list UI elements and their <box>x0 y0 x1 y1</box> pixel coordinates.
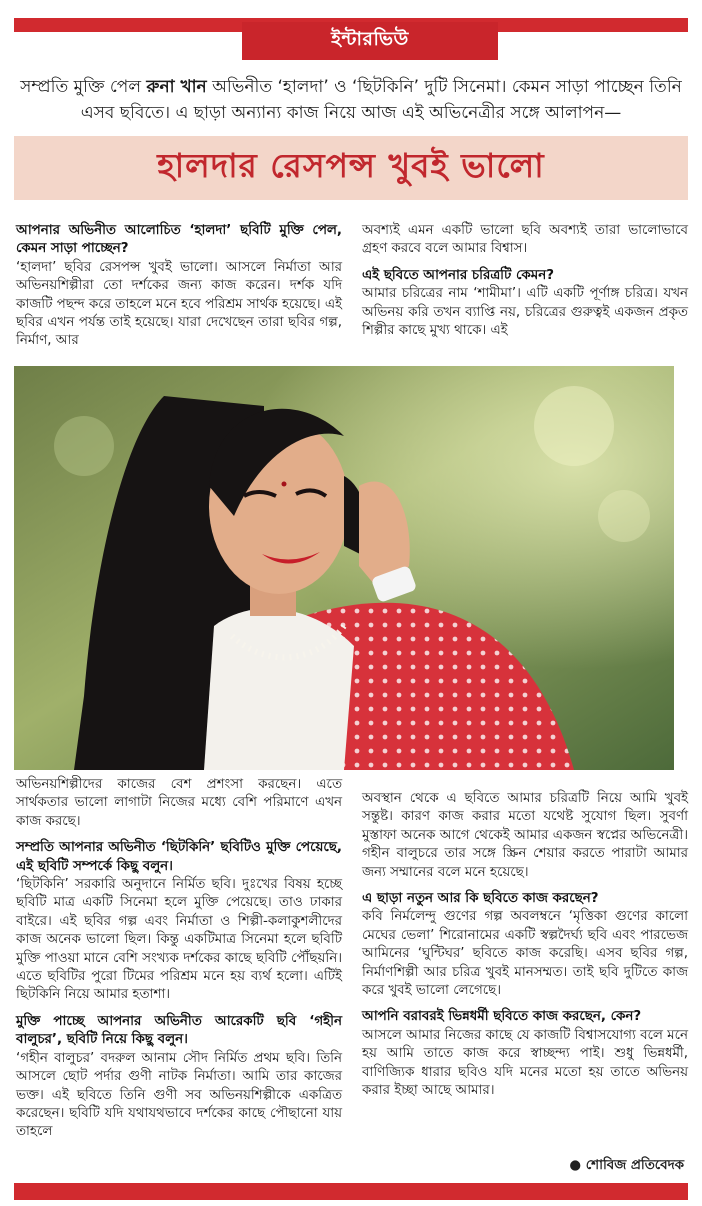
column-1-top <box>16 222 342 351</box>
question-3: সম্প্রতি আপনার অভিনীত ‘ছিটকিনি’ ছবিটিও মুক্তি পেয়েছে, এই ছবিটি সম্পর্কে কিছু বলুন। <box>16 840 342 874</box>
answer-6: আসলে আমার নিজের কাছে যে কাজটি বিশ্বাসযোগ্য বলে মনে হয় আমি তাতে কাজ করে স্বাচ্ছন্দ্য পাই। শুধু ভিন্নধর্মী, বাণিজ্যিক ধারার ছবিও যদি মনের মতো হয় তাতে অভিনয় করার ইচ্ছা আছে আমার। <box>362 1027 688 1099</box>
answer-4: ‘গহীন বালুচর’ বদরুল আনাম সৌদ নির্মিত প্রথম ছবি। তিনি আসলে ছোট পর্দার গুণী নাটক নির্মাতা। আমি তার কাজের ভক্ত। এই ছবিতে তিনি গুণী সব অভিনয়শিল্পীকে একত্রিত করেছেন। ছবিটি যদি যথাযথভাবে দর্শকের কাছে পৌছানো যায় তাহলে <box>16 1050 342 1140</box>
headline: হালদার রেসপন্স খুবই ভালো <box>157 146 545 185</box>
answer-3: ‘ছিটকিনি’ সরকারি অনুদানে নির্মিত ছবি। দুঃখের বিষয় হচ্ছে ছবিটি মাত্র একটি সিনেমা হলে মুক্তি পেয়েছে। তাও ঢাকার বাইরে। এই ছবির গল্প এবং নির্মাতা ও শিল্পী-কলাকুশলীদের কাজ অনেক ভালো ছিল। কিন্তু একটিমাত্র সিনেমা হলে ছবিটি মুক্তি পাওয়া মানে বেশি সংখ্যক দর্শকের কাছে ছবিটি পৌঁছয়নি। এতে ছবিটির পুরো টিমের পরিশ্রম মনে হয় ব্যর্থ হলো। এটিই ছিটকিনি নিয়ে আমার হতাশা। <box>16 877 342 1003</box>
answer-1: ‘হালদা’ ছবির রেসপন্স খুবই ভালো। আসলে নির্মাতা আর অভিনয়শিল্পীরা তো দর্শকের জন্য কাজ করেন। দর্শক যদি কাজটি পছন্দ করে তাহলে মনে হবে পরিশ্রম সার্থক হয়েছে। এই ছবির এখন পর্যন্ত তাই হয়েছে। যারা দেখেছেন তারা ছবির গল্প, নির্মাণ, আর <box>16 259 342 349</box>
answer-1-continued: অবশ্যই এমন একটি ভালো ছবি অবশ্যই তারা ভালোভাবে গ্রহণ করবে বলে আমার বিশ্বাস। <box>362 223 688 257</box>
column-1-bottom <box>16 776 342 1142</box>
byline <box>569 1155 684 1177</box>
answer-5: কবি নির্মলেন্দু গুণের গল্প অবলম্বনে ‘মৃত্তিকা গুণের কালো মেঘের ভেলা’ শিরোনামের একটি স্বল্পদৈর্ঘ্য ছবি এবং পারভেজ আমিনের ‘ঘুন্টিঘর’ ছবিতে কাজ করেছি। এসব ছবির গল্প, নির্মাণশিল্পী আর চরিত্র খুবই মানসম্মত। তাই ছবি দুটিতে কাজ করে খুবই ভালো লেগেছে। <box>362 909 688 999</box>
section-tag: ইন্টারভিউ <box>242 22 498 60</box>
question-1: আপনার অভিনীত আলোচিত ‘হালদা’ ছবিটি মুক্তি পেল, কেমন সাড়া পাচ্ছেন? <box>16 223 342 257</box>
intro-actress-name: রুনা খান <box>146 77 207 97</box>
column-2-bottom <box>362 790 688 1101</box>
question-5: এ ছাড়া নতুন আর কি ছবিতে কাজ করছেন? <box>362 891 599 907</box>
question-4: মুক্তি পাচ্ছে আপনার অভিনীত আরেকটি ছবি ‘গহীন বালুচর’, ছবিটি নিয়ে কিছু বলুন। <box>16 1013 342 1048</box>
byline-bullet-icon: ● <box>569 1158 586 1173</box>
question-6: আপনি বরাবরই ভিন্নধর্মী ছবিতে কাজ করছেন, কেন? <box>362 1009 642 1025</box>
headline-band <box>14 136 688 200</box>
actress-photo <box>14 366 674 770</box>
intro-paragraph <box>18 74 684 126</box>
answer-2: আমার চরিত্রের নাম ‘শামীমা’। এটি একটি পূর্ণাঙ্গ চরিত্র। যখন অভিনয় করি তখন ব্যাপ্তি নয়, চরিত্রের গুরুত্বই একজন প্রকৃত শিল্পীর কাছে মুখ্য থাকে। এই <box>362 286 688 339</box>
column-2-top <box>362 222 688 340</box>
byline-text: শোবিজ প্রতিবেদক <box>585 1158 684 1173</box>
intro-text-before: সম্প্রতি মুক্তি পেল <box>20 77 147 97</box>
bottom-red-rule <box>14 1183 688 1200</box>
question-2: এই ছবিতে আপনার চরিত্রটি কেমন? <box>362 267 554 283</box>
answer-1-conclusion: অভিনয়শিল্পীদের কাজের বেশ প্রশংসা করছেন। এতে সার্থকতার ভালো লাগাটা নিজের মধ্যে বেশি পরিমাণে এখন কাজ করছে। <box>16 777 342 829</box>
intro-text-after: অভিনীত ‘হালদা’ ও ‘ছিটকিনি’ দুটি সিনেমা। কেমন সাড়া পাচ্ছেন তিনি এসব ছবিতে। এ ছাড়া অন্যান্য কাজ নিয়ে আজ এই অভিনেত্রীর সঙ্গে আলাপন— <box>80 77 682 123</box>
portrait-illustration <box>14 366 674 770</box>
answer-2-continued: অবস্থান থেকে এ ছবিতে আমার চরিত্রটি নিয়ে আমি খুবই সন্তুষ্ট। কারণ কাজ করার মতো যথেষ্ট সুযোগ ছিল। সুবর্ণা মুস্তাফা অনেক আগে থেকেই আমার একজন স্বপ্নের অভিনেত্রী। গহীন বালুচরে তার সঙ্গে স্ক্রিন শেয়ার করতে পারাটা আমার জন্য সম্মানের বলে মনে হয়েছে। <box>362 791 688 880</box>
